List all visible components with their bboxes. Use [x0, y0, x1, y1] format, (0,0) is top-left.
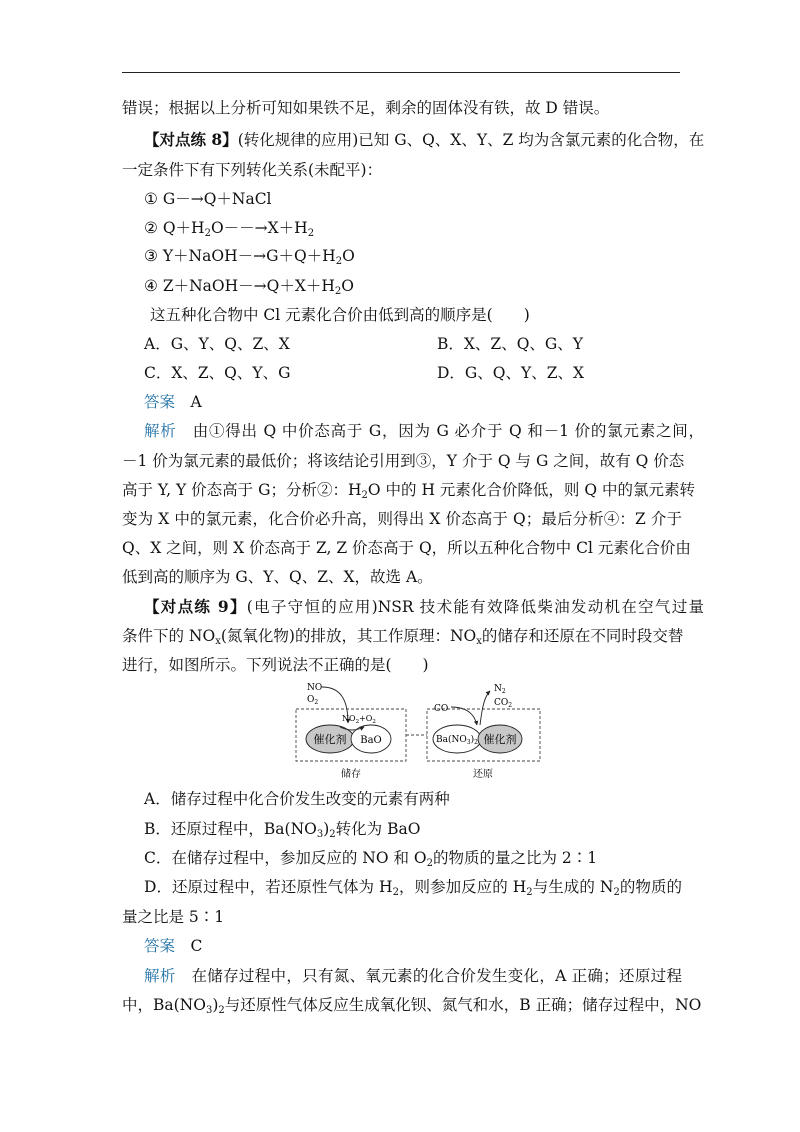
practice-8-heading: [144, 130, 704, 150]
o2-input-label: $O_2$: [307, 695, 319, 706]
option-8c: C．X、Z、Q、Y、G: [144, 364, 291, 382]
no2-o2-label: $NO_2+O_2$: [342, 714, 376, 725]
analysis-8-line: －1 价为氯元素的最低价；将该结论引用到③，Y 介于 Q 与 G 之间，故有 Q 价态: [122, 452, 685, 470]
reaction-4: ④ $Z+NaOH-\to Q+X+H_2O$: [144, 277, 354, 297]
analysis-label: 解析: [144, 967, 176, 985]
text-line: 条件下的 $NO_x$(氮氧化物)的排放，其工作原理：$NO_x$的储存和还原在不同时段交替: [122, 627, 684, 647]
text-line: 错误；根据以上分析可知如果铁不足，剩余的固体没有铁，故 D 错误。: [122, 99, 610, 117]
practice-9-heading: 【对点练 9】(电子守恒的应用)NSR 技术能有效降低柴油发动机在空气过量: [144, 597, 704, 616]
analysis-8-line: 变为 X 中的氯元素，化合价必升高，则得出 X 价态高于 Q；最后分析④：Z 介于: [122, 510, 682, 528]
nsr-diagram: [294, 679, 544, 783]
analysis-8-line: 低到高的顺序为 G、Y、Q、Z、X，故选 A。: [122, 568, 433, 586]
option-9d-cont: 量之比是 5∶1: [122, 908, 225, 926]
option-9b: B．还原过程中，$Ba(NO_3)_2$转化为 BaO: [144, 820, 421, 840]
answer-label: 答案: [144, 937, 176, 955]
reduction-inflow-arrow: [451, 707, 477, 725]
bao-label: BaO: [360, 735, 382, 746]
reaction-3: ③ $Y+NaOH-\to G+Q+H_2O$: [144, 247, 355, 267]
storage-caption: 储存: [341, 769, 361, 780]
practice-8-text: (转化规律的应用)已知 G、Q、X、Y、Z 均为含氯元素的化合物，在: [237, 131, 705, 149]
analysis-8-line: 解析 由①得出 Q 中价态高于 G，因为 G 必介于 Q 和－1 价的氯元素之间，: [144, 422, 704, 440]
analysis-label: 解析: [144, 422, 177, 440]
analysis-9-line: 解析 在储存过程中，只有氮、氧元素的化合价发生变化，A 正确；还原过程: [144, 967, 682, 985]
header-rule: [122, 72, 680, 73]
option-9c: C．在储存过程中，参加反应的 NO 和 $O_2$的物质的量之比为 2∶1: [144, 849, 598, 869]
option-8d: D．G、Q、Y、Z、X: [437, 364, 585, 382]
reduction-caption: 还原: [473, 769, 493, 780]
analysis-9-line: 中，$Ba(NO_3)_2$与还原性气体反应生成氧化钡、氮气和水，B 正确；储存过程中，NO: [122, 996, 702, 1016]
ba-nitrate-label: $Ba(NO_3)_2$: [436, 735, 478, 746]
practice-9-tag: 【对点练 9】: [144, 597, 247, 616]
reduction-outflow-arrow: [480, 691, 490, 725]
analysis-8-line: Q、X 之间，则 X 价态高于 Z, Z 价态高于 Q，所以五种化合物中 Cl 元素化合价由: [122, 539, 691, 557]
text-line: 进行，如图所示。下列说法不正确的是( ): [122, 656, 429, 674]
analysis-8-line: 高于 Y, Y 价态高于 G；分析②：$H_2O$ 中的 H 元素化合价降低，则 Q 中的氯元素转: [122, 481, 695, 501]
option-9a: A．储存过程中化合价发生改变的元素有两种: [144, 790, 450, 808]
n2-output-label: $N_2$: [494, 684, 506, 695]
reaction-2: ② $Q+H_2O--\to X+H_2$: [144, 219, 315, 239]
option-8a: A．G、Y、Q、Z、X: [144, 335, 290, 353]
no-input-label: NO: [307, 683, 323, 693]
text-line: 一定条件下有下列转化关系(未配平)：: [122, 161, 383, 179]
answer-9: 答案 C: [144, 937, 203, 955]
practice-8-tag: 【对点练 8】: [144, 130, 238, 149]
answer-label: 答案: [144, 393, 176, 411]
question-8: 这五种化合物中 Cl 元素化合价由低到高的顺序是( ): [150, 306, 530, 324]
option-8b: B．X、Z、Q、G、Y: [437, 335, 584, 353]
catalyst-label-right: 催化剂: [483, 733, 517, 746]
answer-8: 答案 A: [144, 393, 202, 411]
catalyst-label-left: 催化剂: [313, 733, 347, 746]
reaction-1: ① G－→Q＋NaCl: [144, 190, 272, 208]
co2-output-label: $CO_2$: [494, 698, 513, 709]
co-input-label: CO: [434, 704, 449, 714]
option-9d: D．还原过程中，若还原性气体为 $H_2$，则参加反应的 $H_2$与生成的 $N_2$的物质的: [144, 878, 682, 898]
